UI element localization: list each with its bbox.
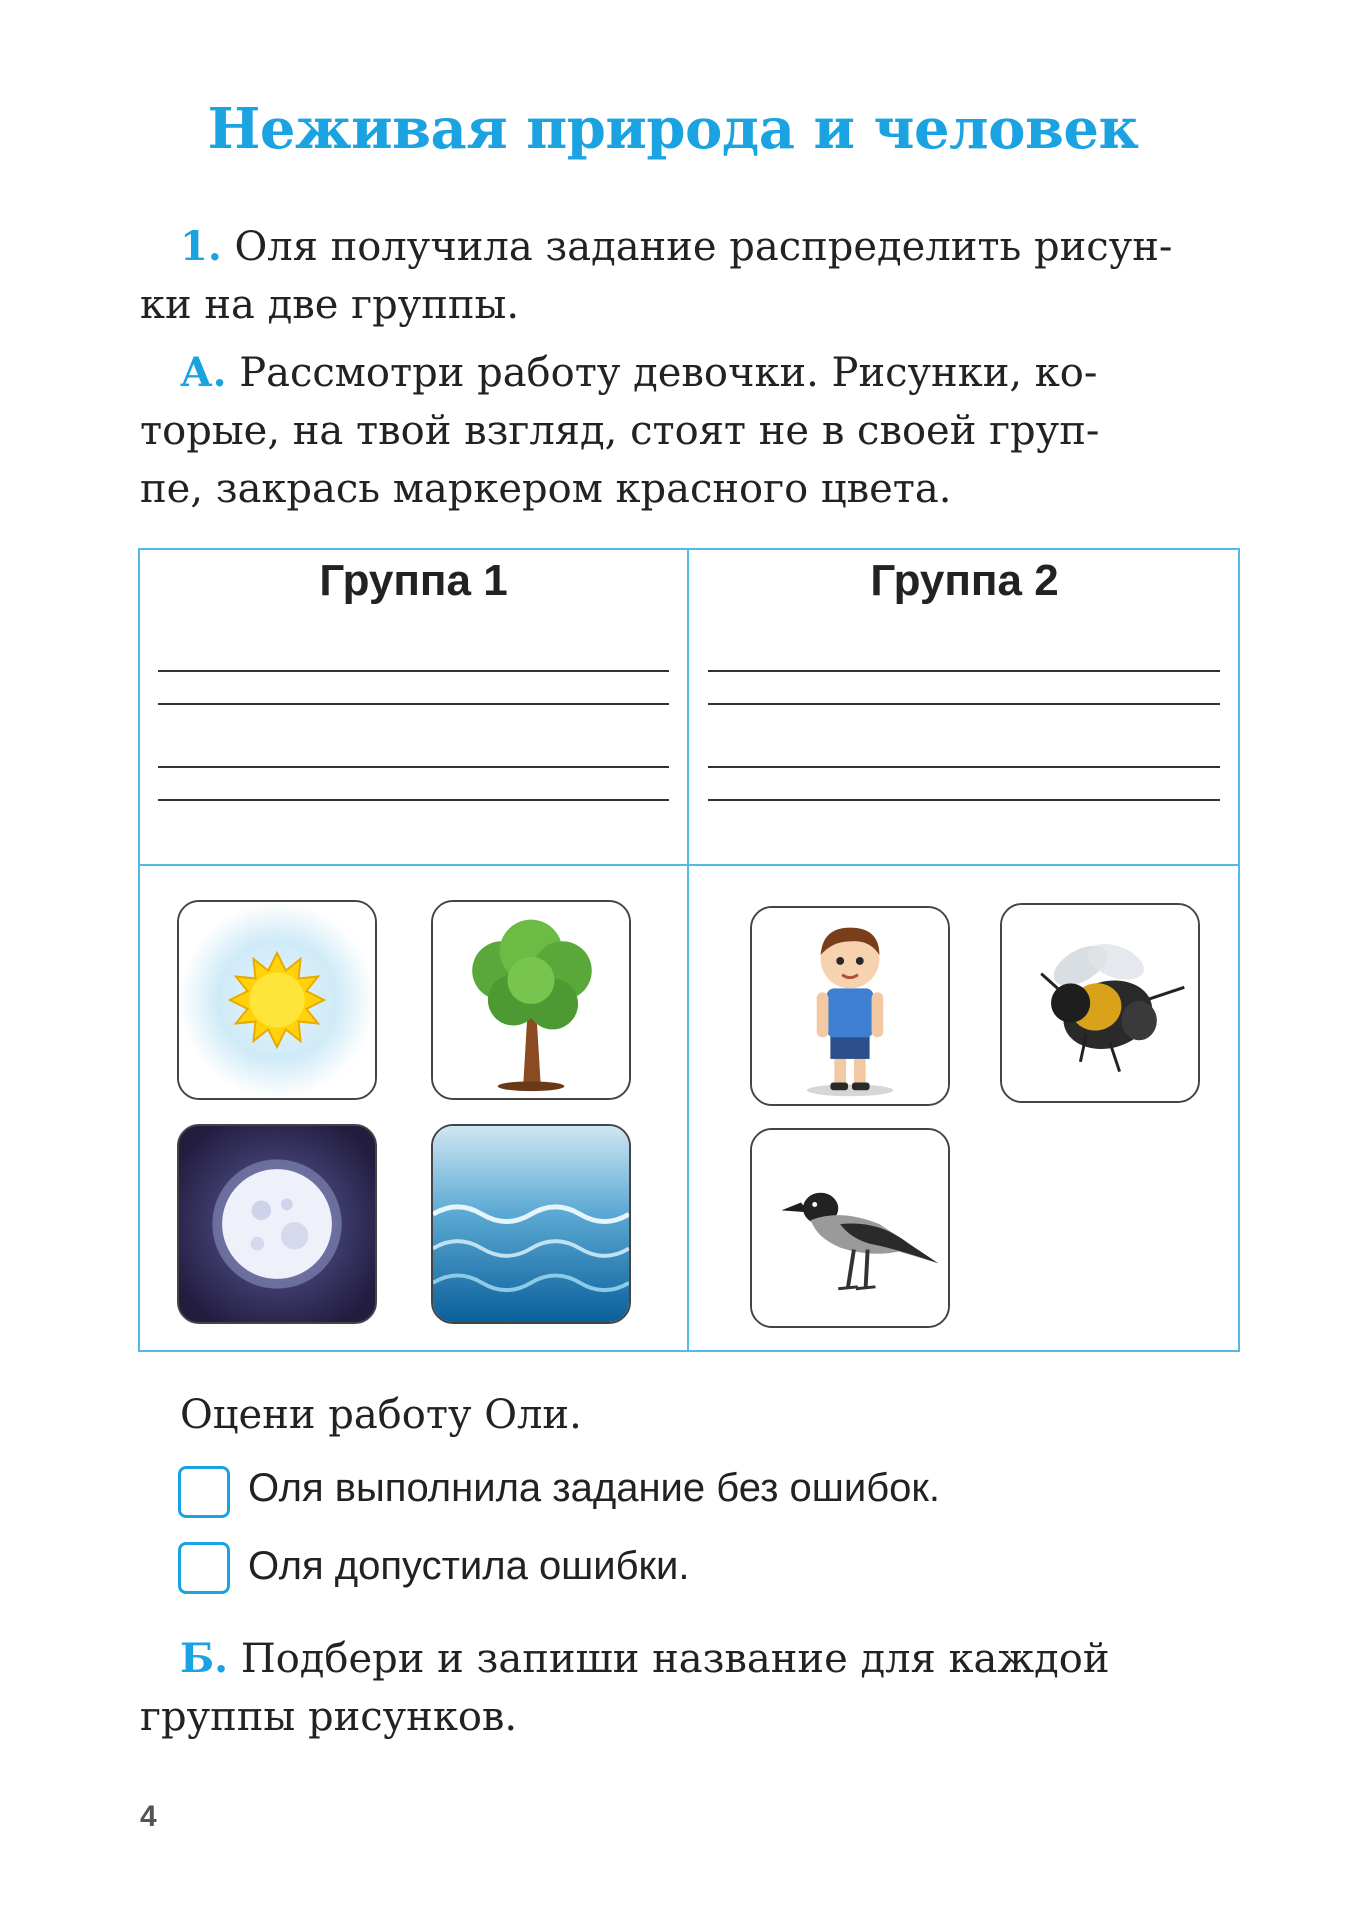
picture-card-bumblebee[interactable] <box>1000 903 1200 1103</box>
picture-card-sea[interactable] <box>431 1124 631 1324</box>
task-b-line-2: группы рисунков. <box>140 1694 518 1740</box>
task-1-line-1: Оля получила задание распределить рисун- <box>234 224 1173 270</box>
evaluate-prompt: Оцени работу Оли. <box>180 1392 582 1438</box>
picture-card-boy[interactable] <box>750 906 950 1106</box>
picture-card-sun[interactable] <box>177 900 377 1100</box>
sun-icon <box>179 902 375 1098</box>
task-1-text <box>140 218 1220 334</box>
answer-line-group-1[interactable] <box>158 766 669 768</box>
column-divider <box>687 548 689 1352</box>
picture-card-tree[interactable] <box>431 900 631 1100</box>
answer-line-group-1[interactable] <box>158 703 669 705</box>
tree-icon <box>433 902 629 1098</box>
crow-icon <box>752 1130 948 1326</box>
page-number: 4 <box>140 1800 157 1833</box>
task-1-line-2: ки на две группы. <box>140 282 520 328</box>
boy-icon <box>752 908 948 1104</box>
task-b-letter: Б. <box>180 1635 229 1682</box>
picture-card-crow[interactable] <box>750 1128 950 1328</box>
answer-line-group-2[interactable] <box>708 703 1220 705</box>
moon-icon <box>179 1126 375 1322</box>
checkbox-no-errors[interactable] <box>178 1466 230 1518</box>
page-title: Неживая природа и человек <box>207 96 1139 162</box>
answer-line-group-1[interactable] <box>158 799 669 801</box>
group-2-heading: Группа 2 <box>870 556 1059 605</box>
task-b-line-1: Подбери и запиши название для каждой <box>240 1636 1110 1682</box>
answer-line-group-2[interactable] <box>708 799 1220 801</box>
answer-line-group-1[interactable] <box>158 670 669 672</box>
row-divider <box>138 864 1240 866</box>
task-a-line-2: торые, на твой взгляд, стоят не в своей груп- <box>140 408 1100 454</box>
sea-wave-icon <box>433 1126 629 1322</box>
option-no-errors: Оля выполнила задание без ошибок. <box>248 1466 940 1510</box>
task-a-letter: А. <box>180 349 227 396</box>
answer-line-group-2[interactable] <box>708 670 1220 672</box>
bumblebee-icon <box>1002 905 1198 1101</box>
option-has-errors: Оля допустила ошибки. <box>248 1544 690 1588</box>
picture-card-moon[interactable] <box>177 1124 377 1324</box>
answer-line-group-2[interactable] <box>708 766 1220 768</box>
task-a-line-3: пе, закрась маркером красного цвета. <box>140 466 952 512</box>
task-a-line-1: Рассмотри работу девочки. Рисунки, ко- <box>239 350 1098 396</box>
task-1-number: 1. <box>180 223 222 270</box>
checkbox-has-errors[interactable] <box>178 1542 230 1594</box>
group-1-heading: Группа 1 <box>319 556 508 605</box>
task-a-text <box>140 344 1220 518</box>
task-b-text <box>140 1630 1220 1746</box>
